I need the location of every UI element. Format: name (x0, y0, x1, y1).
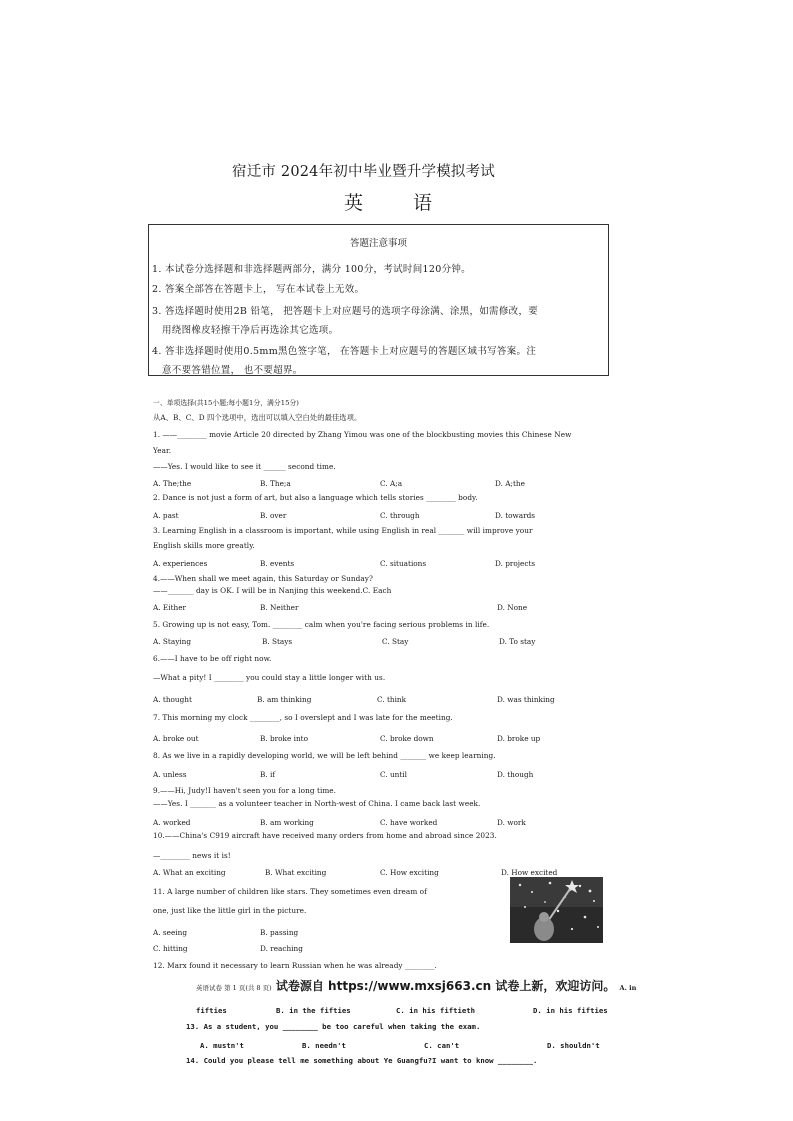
option: A. What an exciting (153, 868, 226, 877)
option: D. None (497, 603, 528, 612)
section-heading: 一、单项选择(共15小题;每小题1分，满分15分) (153, 399, 300, 407)
option: D. shouldn't (547, 1041, 600, 1050)
option: D. in his fifties (533, 1006, 608, 1015)
option: B. in the fifties (276, 1006, 351, 1015)
option: D. broke up (497, 734, 541, 743)
section-instruction: 从A、B、C、D 四个选项中，选出可以填入空白处的最佳选项。 (153, 413, 362, 422)
question-5: 5. Growing up is not easy, Tom. ________ calm when you're facing serious problems in life. (153, 620, 490, 629)
option: A. Staying (153, 637, 192, 646)
page-footer (196, 977, 636, 994)
option: B. Neither (260, 603, 299, 612)
option: C. until (380, 770, 407, 779)
notice-line: 1. 本试卷分选择题和非选择题两部分，满分 100分，考试时间120分钟。 (152, 264, 471, 275)
question-3: 3. Learning English in a classroom is important, while using English in real _______ will improve your (153, 526, 533, 535)
option: D. To stay (499, 637, 536, 646)
option: A. The;the (153, 479, 192, 488)
question-11: 11. A large number of children like stars. They sometimes even dream of (153, 887, 427, 896)
option: B. Stays (262, 637, 293, 646)
question-3-cont: English skills more greatly. (153, 541, 255, 550)
option: A. thought (153, 695, 192, 704)
notice-line: 4. 答非选择题时使用0.5mm黑色签字笔， 在答题卡上对应题号的答题区域书写答案。注 (152, 346, 537, 357)
question-7: 7. This morning my clock ________, so I overslept and I was late for the meeting. (153, 713, 453, 722)
exam-title: 宿迁市 2024年初中毕业暨升学模拟考试 (232, 164, 496, 180)
option: C. in his fiftieth (396, 1006, 476, 1015)
question-2: 2. Dance is not just a form of art, but also a language which tells stories ________ body. (153, 493, 478, 502)
option: A. seeing (153, 928, 187, 937)
question-1-reply: ——Yes. I would like to see it ______ second time. (153, 462, 336, 471)
option: A. broke out (153, 734, 199, 743)
notice-line: 用绕图橡皮轻擦干净后再选涂其它选项。 (162, 325, 339, 336)
question-11-cont: one, just like the little girl in the picture. (153, 906, 307, 915)
question-10-reply: —________ news it is! (153, 851, 231, 860)
page-number: 英语试卷 第 1 页(共 8 页) (196, 984, 272, 992)
notice-box (148, 224, 609, 376)
option: D. reaching (260, 944, 303, 953)
question-9: 9.——Hi, Judy!I haven't seen you for a long time. (153, 786, 337, 795)
question-4: 4.——When shall we meet again, this Saturday or Sunday? (153, 574, 373, 583)
option: A. unless (153, 770, 187, 779)
option: A. experiences (153, 559, 208, 568)
option: A. mustn't (200, 1041, 244, 1050)
option: A. worked (153, 818, 191, 827)
girl-reaching-for-stars-photo (510, 877, 603, 943)
option: D. though (497, 770, 534, 779)
option: B. am working (260, 818, 314, 827)
option: B. needn't (302, 1041, 346, 1050)
question-10: 10.——China's C919 aircraft have received many orders from home and abroad since 2023. (153, 831, 497, 840)
option: B. am thinking (257, 695, 312, 704)
question-1-cont: Year. (153, 446, 172, 455)
subject-title: 英 语 (344, 192, 455, 214)
option: B. The;a (260, 479, 291, 488)
option: C. hitting (153, 944, 188, 953)
option: A. in (619, 984, 637, 992)
question-4-reply: ——_______ day is OK. I will be in Nanjing this weekend.C. Each (153, 586, 392, 595)
option: D. How excited (501, 868, 558, 877)
option: A. Either (153, 603, 187, 612)
option: B. if (260, 770, 276, 779)
option: C. broke down (380, 734, 434, 743)
option: B. broke into (260, 734, 308, 743)
option: C. Stay (382, 637, 409, 646)
source-banner: 试卷源自 https://www.mxsj663.cn 试卷上新，欢迎访问。 (275, 979, 616, 993)
option: C. situations (380, 559, 427, 568)
option: D. projects (495, 559, 536, 568)
question-12: 12. Marx found it necessary to learn Russian when he was already ________. (153, 961, 437, 970)
option: C. think (377, 695, 407, 704)
option: B. over (260, 511, 287, 520)
question-14: 14. Could you please tell me something about Ye Guangfu?I want to know ________. (186, 1056, 538, 1065)
notice-title: 答题注意事项 (349, 238, 407, 249)
option: D. was thinking (497, 695, 555, 704)
option: B. passing (260, 928, 299, 937)
question-8: 8. As we live in a rapidly developing world, we will be left behind _______ we keep learning. (153, 751, 496, 760)
notice-line: 意不要答错位置， 也不要超界。 (162, 365, 303, 376)
option: C. can't (424, 1041, 460, 1050)
option: C. have worked (380, 818, 438, 827)
notice-line: 2. 答案全部答在答题卡上， 写在本试卷上无效。 (152, 284, 365, 295)
notice-line: 3. 答选择题时使用2B 铅笔， 把答题卡上对应题号的选项字母涂满、涂黑，如需修改，要 (152, 306, 539, 317)
option: C. A;a (380, 479, 403, 488)
option: B. events (260, 559, 295, 568)
option: B. What exciting (265, 868, 327, 877)
question-6: 6.——I have to be off right now. (153, 654, 272, 663)
question-9-reply: ——Yes. I _______ as a volunteer teacher in North-west of China. I came back last week. (153, 799, 481, 808)
option: D. towards (495, 511, 536, 520)
option: C. through (380, 511, 420, 520)
option: A. past (153, 511, 179, 520)
option: fifties (196, 1006, 227, 1015)
option: D. A;the (495, 479, 525, 488)
question-6-reply: —What a pity! I ________ you could stay a little longer with us. (153, 673, 386, 682)
stars-picture-icon (510, 877, 603, 943)
option: D. work (497, 818, 526, 827)
option: C. How exciting (380, 868, 439, 877)
question-1: 1. ——________ movie Article 20 directed by Zhang Yimou was one of the blockbusting movies this Chinese New (153, 430, 572, 439)
question-13: 13. As a student, you ________ be too careful when taking the exam. (186, 1022, 481, 1031)
